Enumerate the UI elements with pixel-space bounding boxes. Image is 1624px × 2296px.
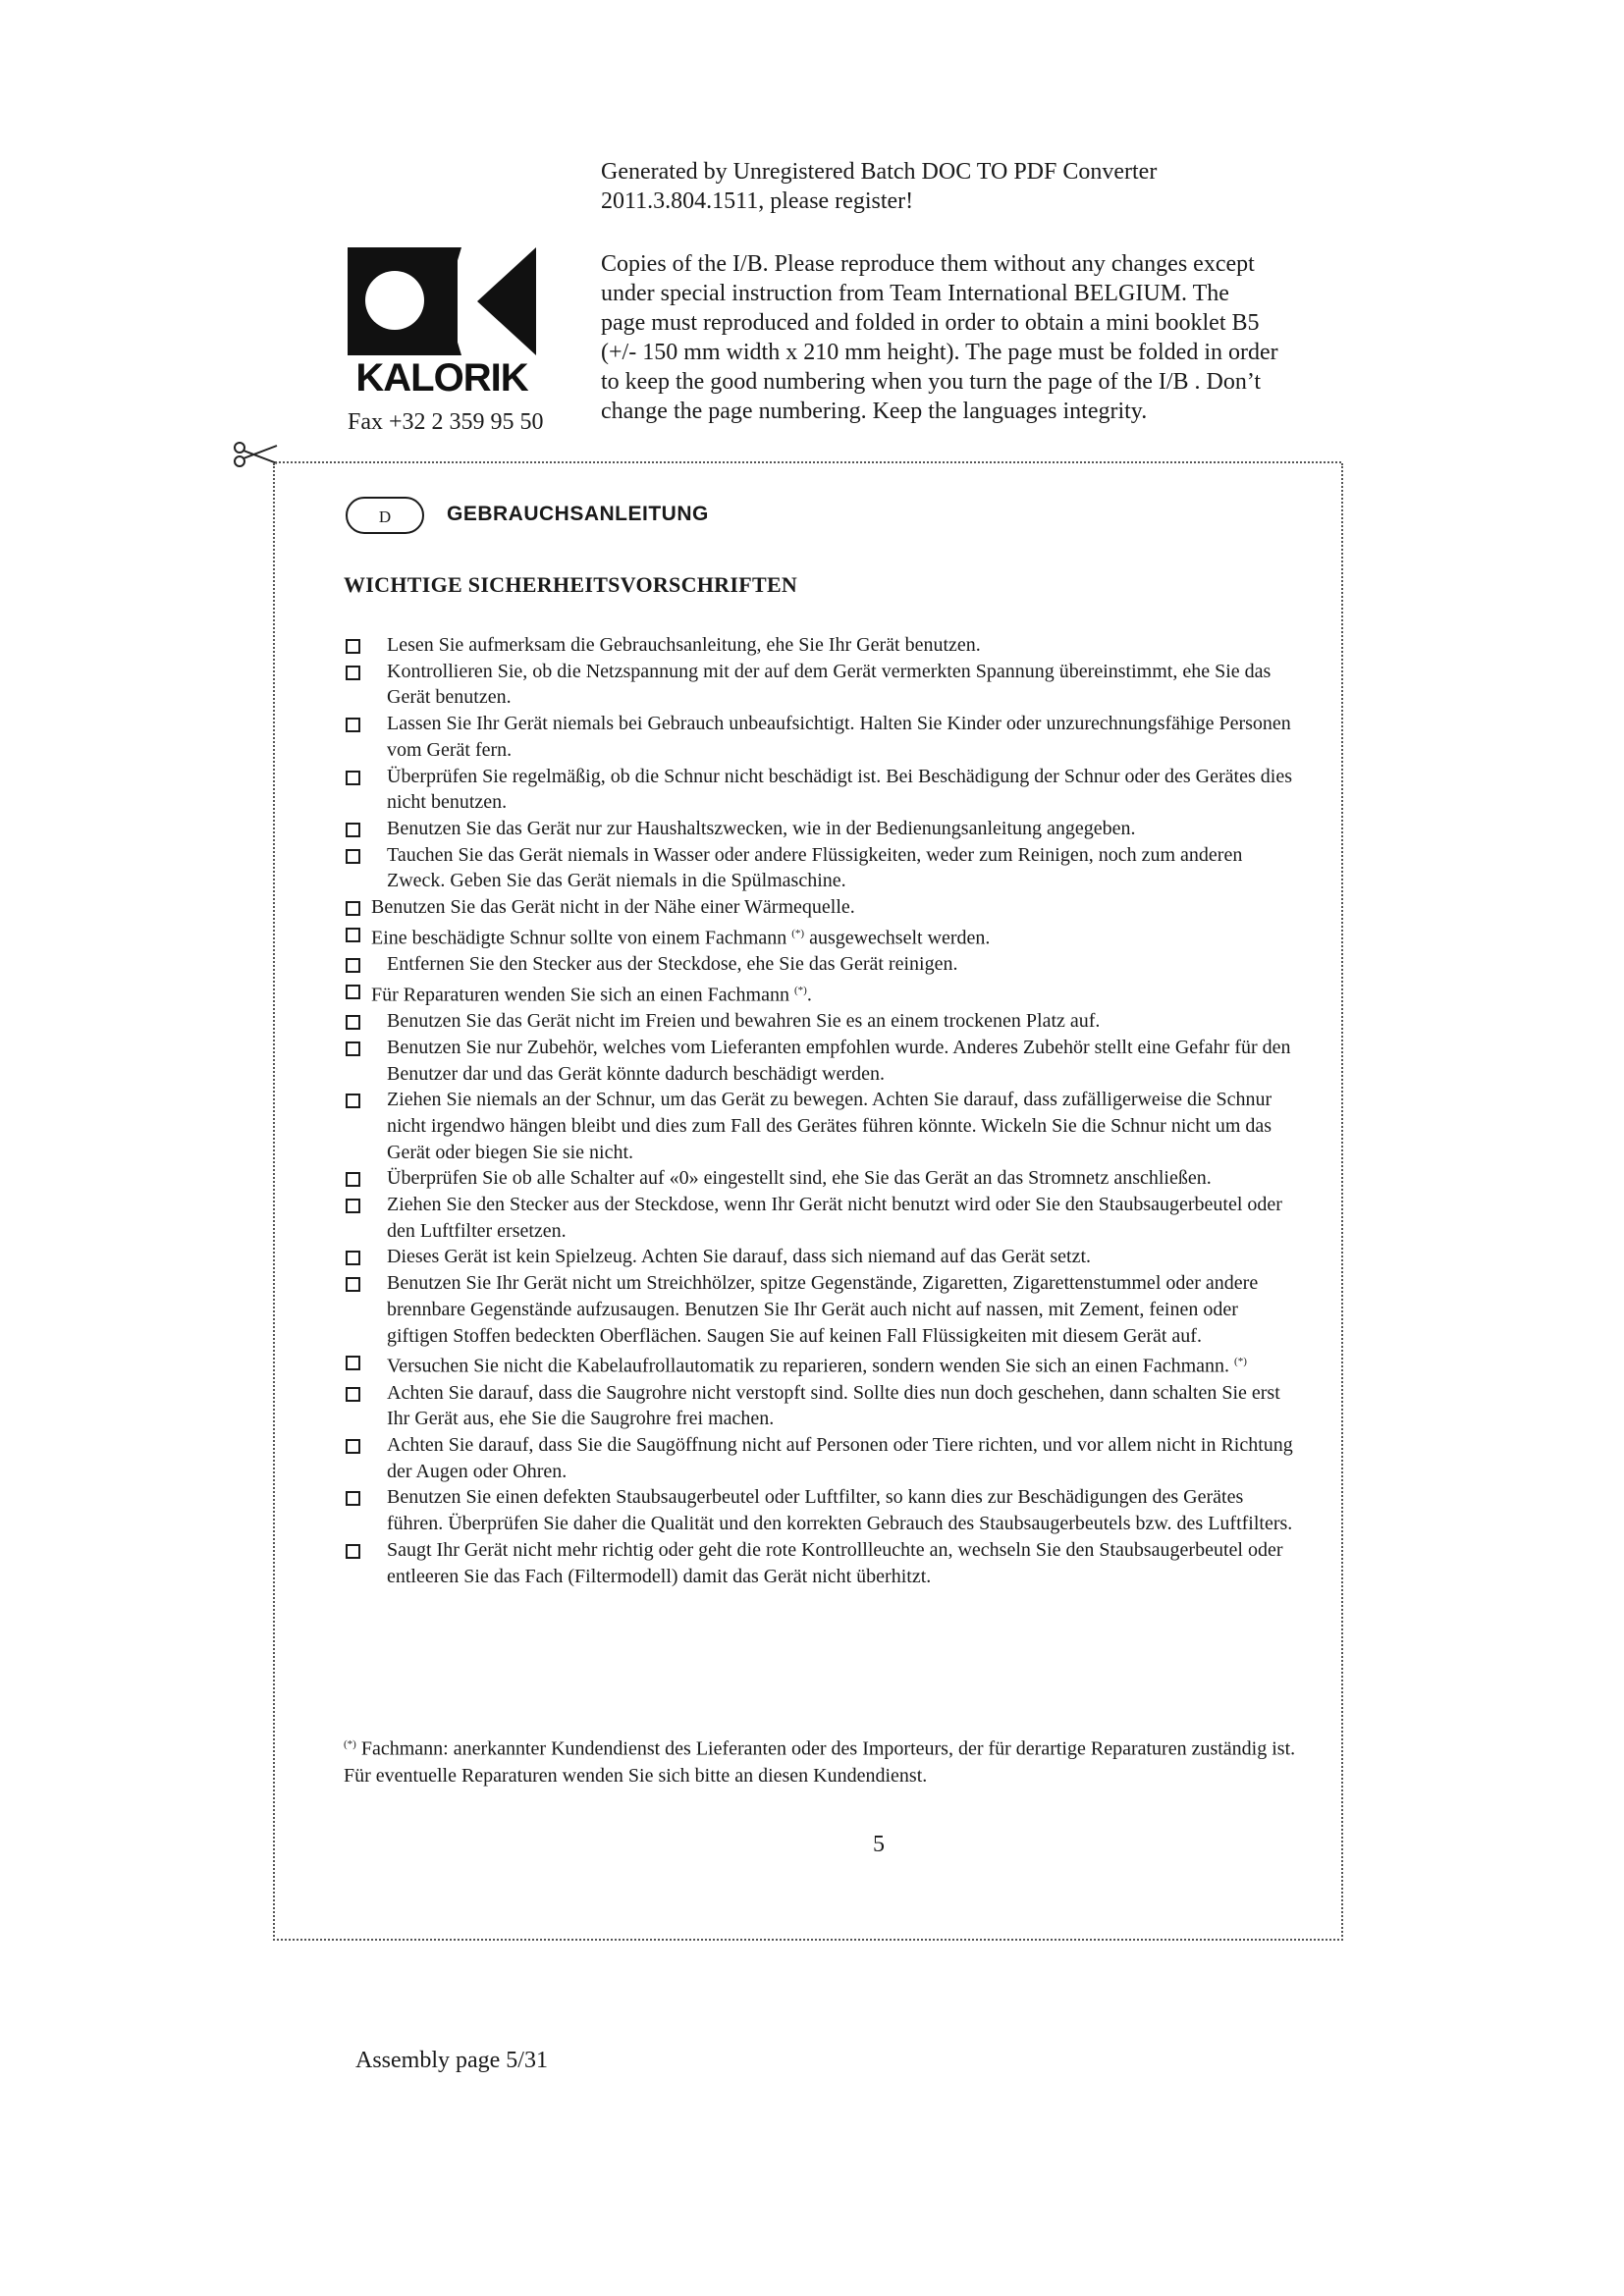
safety-heading: WICHTIGE SICHERHEITSVORSCHRIFTEN (344, 572, 798, 597)
checkbox-square-icon (346, 849, 360, 864)
safety-item (344, 1165, 1296, 1192)
safety-item (344, 1008, 1296, 1035)
checkbox-square-icon (346, 901, 360, 916)
safety-item-text: Benutzen Sie das Gerät nicht in der Nähe einer Wärmequelle. (371, 896, 855, 919)
safety-item-text: Benutzen Sie das Gerät nicht im Freien und bewahren Sie es an einem trockenen Platz auf. (387, 1010, 1101, 1033)
checkbox-square-icon (346, 1172, 360, 1187)
checkbox-square-icon (346, 1387, 360, 1402)
safety-item (344, 764, 1296, 816)
checkbox-square-icon (346, 1277, 360, 1292)
safety-item (344, 1270, 1296, 1349)
safety-item (344, 1035, 1296, 1087)
footnote-text: Fachmann: anerkannter Kundendienst des Lieferanten oder des Importeurs, der für derartige Reparaturen zuständig ist. Für eventuelle Reparaturen wenden Sie sich bitte an diesen Kundendienst. (344, 1737, 1296, 1787)
safety-item-text: Achten Sie darauf, dass die Saugrohre nicht verstopft sind. Sollte dies nun doch geschehen, dann schalten Sie erst Ihr Gerät aus, ehe Sie die Saugrohre frei machen. (387, 1381, 1280, 1430)
safety-item (344, 894, 1296, 921)
safety-item-text: Versuchen Sie nicht die Kabelaufrollautomatik zu reparieren, sondern wenden Sie sich an einen Fachmann. (387, 1355, 1230, 1377)
safety-item-text: Achten Sie darauf, dass Sie die Saugöffnung nicht auf Personen oder Tiere richten, und vor allem nicht in Richtung der Augen oder Ohren. (387, 1434, 1293, 1482)
footnote-marker: (*) (344, 1738, 356, 1750)
safety-item (344, 978, 1296, 1008)
safety-item (344, 816, 1296, 842)
safety-item-text: Lassen Sie Ihr Gerät niemals bei Gebrauch unbeaufsichtigt. Halten Sie Kinder oder unzurechnungsfähige Personen vom Gerät fern. (387, 713, 1291, 761)
safety-item (344, 1192, 1296, 1244)
kalorik-logo-mark (348, 247, 536, 395)
checkbox-square-icon (346, 1041, 360, 1056)
safety-item-text: Benutzen Sie Ihr Gerät nicht um Streichhölzer, spitze Gegenstände, Zigaretten, Zigarettenstummel oder andere brennbare Gegenstände aufzusaugen. Benutzen Sie Ihr Gerät auch nicht auf nassen, mit Zement, feinen oder giftigen Stoffen bedeckten Oberflächen. Saugen Sie auf keinen Fall Flüssigkeiten mit diesem Gerät auf. (387, 1272, 1259, 1347)
kalorik-logo (348, 247, 536, 395)
safety-item (344, 711, 1296, 763)
checkbox-square-icon (346, 718, 360, 732)
safety-item (344, 951, 1296, 978)
safety-item-text: Lesen Sie aufmerksam die Gebrauchsanleitung, ehe Sie Ihr Gerät benutzen. (387, 634, 981, 656)
footnote-reference: (*) (1234, 1356, 1247, 1368)
safety-item (344, 632, 1296, 659)
safety-item-text: Ziehen Sie den Stecker aus der Steckdose, wenn Ihr Gerät nicht benutzt wird oder Sie den Staubsaugerbeutel oder den Luftfilter ersetzen. (387, 1194, 1282, 1242)
safety-item-text: Für Reparaturen wenden Sie sich an einen Fachmann (371, 984, 789, 1006)
checkbox-square-icon (346, 666, 360, 680)
language-badge (345, 496, 425, 535)
checkbox-square-icon (346, 639, 360, 654)
checkbox-square-icon (346, 985, 360, 999)
safety-item (344, 1087, 1296, 1165)
safety-item-text: Überprüfen Sie regelmäßig, ob die Schnur nicht beschädigt ist. Bei Beschädigung der Schnur oder des Gerätes dies nicht benutzen. (387, 765, 1292, 814)
safety-item-text: Überprüfen Sie ob alle Schalter auf «0» eingestellt sind, ehe Sie das Gerät an das Stromnetz anschließen. (387, 1167, 1212, 1190)
checkbox-square-icon (346, 1544, 360, 1559)
footnote (344, 1732, 1296, 1789)
checkbox-square-icon (346, 1094, 360, 1108)
footnote-reference: (*) (793, 984, 807, 996)
safety-list (344, 632, 1296, 1589)
safety-item (344, 1349, 1296, 1379)
checkbox-square-icon (346, 1199, 360, 1213)
safety-item (344, 1537, 1296, 1589)
checkbox-square-icon (346, 771, 360, 785)
safety-item (344, 921, 1296, 951)
checkbox-square-icon (346, 1015, 360, 1030)
safety-item-text: Entfernen Sie den Stecker aus der Steckdose, ehe Sie das Gerät reinigen. (387, 953, 958, 976)
checkbox-square-icon (346, 1491, 360, 1506)
safety-item-text: Eine beschädigte Schnur sollte von einem Fachmann (371, 927, 787, 949)
checkbox-square-icon (346, 1356, 360, 1370)
safety-item (344, 1244, 1296, 1270)
checkbox-square-icon (346, 823, 360, 837)
safety-item-text: Benutzen Sie nur Zubehör, welches vom Lieferanten empfohlen wurde. Anderes Zubehör stellt eine Gefahr für den Benutzer dar und das Gerät könnte dadurch beschädigt werden. (387, 1036, 1291, 1085)
safety-item (344, 842, 1296, 894)
safety-item-text-after: . (806, 984, 812, 1006)
kalorik-logo-text: KALORIK (355, 356, 528, 395)
safety-item-text: Dieses Gerät ist kein Spielzeug. Achten Sie darauf, dass sich niemand auf das Gerät setzt. (387, 1246, 1092, 1268)
fax-number: Fax +32 2 359 95 50 (348, 409, 544, 435)
safety-item-text: Tauchen Sie das Gerät niemals in Wasser oder andere Flüssigkeiten, weder zum Reinigen, noch zum anderen Zweck. Geben Sie das Gerät niemals in die Spülmaschine. (387, 843, 1243, 892)
checkbox-square-icon (346, 1251, 360, 1265)
page-number: 5 (873, 1832, 885, 1857)
footnote-reference: (*) (791, 927, 805, 939)
checkbox-square-icon (346, 928, 360, 942)
manual-title: GEBRAUCHSANLEITUNG (447, 503, 709, 525)
copies-notice: Copies of the I/B. Please reproduce them without any changes except under special instruction from Team International BELGIUM. The page must reproduced and folded in order to obtain a mini booklet B5 (+/- 150 mm width x 210 mm height). The page must be folded in order to keep the good numbering when you turn the page of the I/B . Don’t change the page numbering. Keep the languages integrity. (601, 251, 1278, 424)
assembly-page-label: Assembly page 5/31 (355, 2048, 548, 2073)
safety-item-text: Benutzen Sie das Gerät nur zur Haushaltszwecken, wie in der Bedienungsanleitung angegeben. (387, 817, 1136, 839)
safety-item-text: Benutzen Sie einen defekten Staubsaugerbeutel oder Luftfilter, so kann dies zur Beschädigungen des Gerätes führen. Überprüfen Sie daher die Qualität und den korrekten Gebrauch des Staubsaugerbeutels bzw. des Luftfilters. (387, 1486, 1293, 1535)
checkbox-square-icon (346, 958, 360, 973)
safety-item (344, 1432, 1296, 1484)
safety-item (344, 1484, 1296, 1536)
safety-item-text: Ziehen Sie niemals an der Schnur, um das Gerät zu bewegen. Achten Sie darauf, dass zufälligerweise die Schnur nicht irgendwo hängen bleibt und dies zum Fall des Gerätes führen könnte. Wickeln Sie die Schnur nicht um das Gerät oder biegen Sie sie nicht. (387, 1089, 1272, 1163)
safety-item (344, 1380, 1296, 1432)
safety-item-text: Saugt Ihr Gerät nicht mehr richtig oder geht die rote Kontrollleuchte an, wechseln Sie den Staubsaugerbeutel oder entleeren Sie das Fach (Filtermodell) damit das Gerät nicht überhitzt. (387, 1538, 1283, 1587)
language-code: D (378, 507, 392, 526)
safety-item (344, 659, 1296, 711)
checkbox-square-icon (346, 1439, 360, 1454)
generated-notice: Generated by Unregistered Batch DOC TO PDF Converter 2011.3.804.1511, please register! (601, 159, 1158, 214)
safety-item-text: Kontrollieren Sie, ob die Netzspannung mit der auf dem Gerät vermerkten Spannung übereinstimmt, ehe Sie das Gerät benutzen. (387, 660, 1272, 709)
safety-item-text-after: ausgewechselt werden. (804, 927, 991, 949)
